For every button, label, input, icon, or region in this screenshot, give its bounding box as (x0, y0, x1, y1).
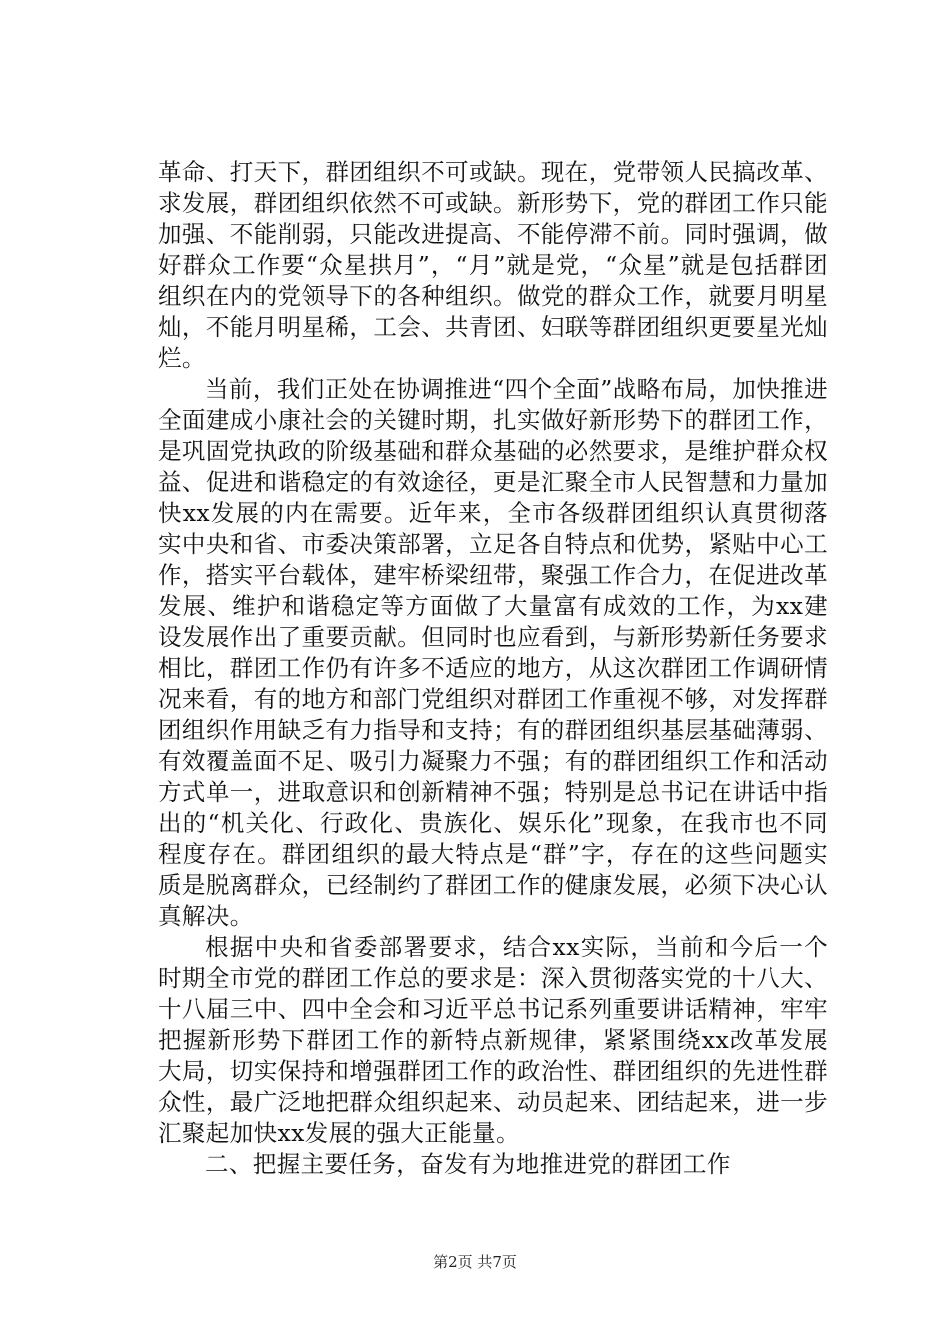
paragraph-3: 根据中央和省委部署要求，结合xx实际，当前和今后一个时期全市党的群团工作总的要求是：深入贯彻落实党的十八大、十八届三中、四中全会和习近平总书记系列重要讲话精神，牢牢把握新形势下群团工作的新特点新规律，紧紧围绕xx改革发展大局，切实保持和增强群团工作的政治性、群团组织的先进性群众性，最广泛地把群众组织起来、动员起来、团结起来，进一步汇聚起加快xx发展的强大正能量。 (158, 933, 828, 1147)
paragraph-1: 革命、打天下，群团组织不可或缺。现在，党带领人民搞改革、求发展，群团组织依然不可或缺。新形势下，党的群团工作只能加强、不能削弱，只能改进提高、不能停滞不前。同时强调，做好群众工作要“众星拱月”，“月”就是党，“众星”就是包括群团组织在内的党领导下的各种组织。做党的群众工作，就要月明星灿，不能月明星稀，工会、共青团、妇联等群团组织更要星光灿烂。 (158, 158, 828, 372)
document-body (158, 157, 828, 1180)
paragraph-2: 当前，我们正处在协调推进“四个全面”战略布局，加快推进全面建成小康社会的关键时期，扎实做好新形势下的群团工作，是巩固党执政的阶级基础和群众基础的必然要求，是维护群众权益、促进和谐稳定的有效途径，更是汇聚全市人民智慧和力量加快xx发展的内在需要。近年来，全市各级群团组织认真贯彻落实中央和省、市委决策部署，立足各自特点和优势，紧贴中心工作，搭实平台载体，建牢桥梁纽带，聚强工作合力，在促进改革发展、维护和谐稳定等方面做了大量富有成效的工作，为xx建设发展作出了重要贡献。但同时也应看到，与新形势新任务要求相比，群团工作仍有许多不适应的地方，从这次群团工作调研情况来看，有的地方和部门党组织对群团工作重视不够，对发挥群团组织作用缺乏有力指导和支持；有的群团组织基层基础薄弱、有效覆盖面不足、吸引力凝聚力不强；有的群团组织工作和活动方式单一，进取意识和创新精神不强；特别是总书记在讲话中指出的“机关化、行政化、贵族化、娱乐化”现象，在我市也不同程度存在。群团组织的最大特点是“群”字，存在的这些问题实质是脱离群众，已经制约了群团工作的健康发展，必须下决心认真解决。 (158, 375, 828, 930)
page-number-footer: 第2页 共7页 (433, 1253, 517, 1271)
section-heading: 二、把握主要任务，奋发有为地推进党的群团工作 (205, 1150, 731, 1178)
